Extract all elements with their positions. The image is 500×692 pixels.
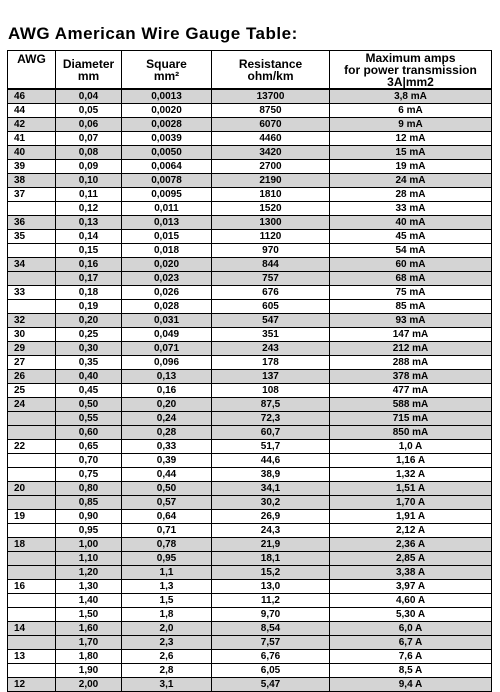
- cell-diameter: 0,55: [56, 412, 122, 426]
- cell-square: 0,16: [122, 384, 212, 398]
- cell-resistance: 38,9: [212, 468, 330, 482]
- cell-square: 0,011: [122, 202, 212, 216]
- cell-diameter: 0,75: [56, 468, 122, 482]
- cell-square: 0,28: [122, 426, 212, 440]
- table-row: [8, 384, 492, 398]
- cell-resistance: 51,7: [212, 440, 330, 454]
- cell-square: 2,3: [122, 636, 212, 650]
- cell-diameter: 1,50: [56, 608, 122, 622]
- cell-square: 0,049: [122, 328, 212, 342]
- header-square-unit: mm²: [153, 68, 180, 83]
- cell-diameter: 0,18: [56, 286, 122, 300]
- cell-amps: 54 mA: [330, 244, 492, 258]
- cell-awg: 32: [8, 314, 56, 328]
- cell-awg: [8, 664, 56, 678]
- cell-square: 1,1: [122, 566, 212, 580]
- cell-resistance: 87,5: [212, 398, 330, 412]
- cell-diameter: 0,30: [56, 342, 122, 356]
- cell-resistance: 4460: [212, 132, 330, 146]
- cell-square: 0,028: [122, 300, 212, 314]
- cell-resistance: 2700: [212, 160, 330, 174]
- cell-square: 3,1: [122, 678, 212, 692]
- cell-awg: [8, 566, 56, 580]
- cell-diameter: 0,25: [56, 328, 122, 342]
- cell-awg: 16: [8, 580, 56, 594]
- table-row: [8, 664, 492, 678]
- cell-diameter: 0,12: [56, 202, 122, 216]
- cell-amps: 288 mA: [330, 356, 492, 370]
- cell-square: 0,0078: [122, 174, 212, 188]
- header-awg-label: AWG: [17, 52, 46, 66]
- table-row: [8, 468, 492, 482]
- cell-square: 0,95: [122, 552, 212, 566]
- header-square: [122, 51, 212, 90]
- cell-amps: 1,70 A: [330, 496, 492, 510]
- cell-square: 0,13: [122, 370, 212, 384]
- cell-amps: 12 mA: [330, 132, 492, 146]
- cell-square: 0,57: [122, 496, 212, 510]
- table-row: [8, 258, 492, 272]
- cell-awg: 44: [8, 104, 56, 118]
- cell-diameter: 0,10: [56, 174, 122, 188]
- cell-square: 2,0: [122, 622, 212, 636]
- table-row: [8, 566, 492, 580]
- table-row: [8, 160, 492, 174]
- cell-square: 0,0095: [122, 188, 212, 202]
- header-awg: [8, 51, 56, 90]
- cell-awg: [8, 426, 56, 440]
- cell-awg: 27: [8, 356, 56, 370]
- cell-amps: 715 mA: [330, 412, 492, 426]
- cell-diameter: 0,85: [56, 496, 122, 510]
- cell-diameter: 0,40: [56, 370, 122, 384]
- cell-amps: 3,8 mA: [330, 89, 492, 104]
- cell-resistance: 15,2: [212, 566, 330, 580]
- header-diameter-label: Diameter: [62, 56, 115, 71]
- cell-diameter: 0,65: [56, 440, 122, 454]
- cell-awg: [8, 636, 56, 650]
- table-header: [8, 51, 492, 90]
- cell-square: 0,44: [122, 468, 212, 482]
- cell-diameter: 0,90: [56, 510, 122, 524]
- header-max-amps: [330, 51, 492, 90]
- cell-awg: [8, 524, 56, 538]
- cell-awg: 12: [8, 678, 56, 692]
- cell-diameter: 1,90: [56, 664, 122, 678]
- cell-awg: 24: [8, 398, 56, 412]
- cell-awg: [8, 454, 56, 468]
- cell-resistance: 676: [212, 286, 330, 300]
- cell-square: 0,0020: [122, 104, 212, 118]
- header-max-amps-line2: for power transmission: [344, 62, 477, 77]
- cell-diameter: 1,70: [56, 636, 122, 650]
- cell-resistance: 243: [212, 342, 330, 356]
- cell-amps: 850 mA: [330, 426, 492, 440]
- cell-awg: 37: [8, 188, 56, 202]
- cell-square: 0,023: [122, 272, 212, 286]
- cell-resistance: 3420: [212, 146, 330, 160]
- cell-awg: [8, 552, 56, 566]
- cell-resistance: 1810: [212, 188, 330, 202]
- cell-amps: 2,36 A: [330, 538, 492, 552]
- cell-diameter: 2,00: [56, 678, 122, 692]
- cell-resistance: 970: [212, 244, 330, 258]
- cell-amps: 147 mA: [330, 328, 492, 342]
- cell-awg: [8, 608, 56, 622]
- cell-diameter: 0,13: [56, 216, 122, 230]
- table-row: [8, 636, 492, 650]
- cell-awg: 46: [8, 89, 56, 104]
- cell-square: 0,018: [122, 244, 212, 258]
- cell-diameter: 0,16: [56, 258, 122, 272]
- table-row: [8, 356, 492, 370]
- cell-diameter: 0,05: [56, 104, 122, 118]
- cell-resistance: 8,54: [212, 622, 330, 636]
- cell-amps: 60 mA: [330, 258, 492, 272]
- cell-resistance: 11,2: [212, 594, 330, 608]
- cell-square: 0,33: [122, 440, 212, 454]
- cell-diameter: 1,30: [56, 580, 122, 594]
- cell-diameter: 1,40: [56, 594, 122, 608]
- cell-awg: 25: [8, 384, 56, 398]
- cell-diameter: 0,35: [56, 356, 122, 370]
- cell-amps: 2,12 A: [330, 524, 492, 538]
- cell-amps: 85 mA: [330, 300, 492, 314]
- table-row: [8, 426, 492, 440]
- cell-resistance: 6,05: [212, 664, 330, 678]
- table-row: [8, 328, 492, 342]
- cell-resistance: 5,47: [212, 678, 330, 692]
- table-row: [8, 594, 492, 608]
- cell-diameter: 0,45: [56, 384, 122, 398]
- cell-resistance: 72,3: [212, 412, 330, 426]
- cell-amps: 3,97 A: [330, 580, 492, 594]
- cell-amps: 477 mA: [330, 384, 492, 398]
- cell-diameter: 1,10: [56, 552, 122, 566]
- cell-diameter: 0,08: [56, 146, 122, 160]
- header-max-amps-line3: 3A|mm2: [387, 74, 434, 89]
- table-row: [8, 230, 492, 244]
- cell-resistance: 60,7: [212, 426, 330, 440]
- cell-awg: 29: [8, 342, 56, 356]
- cell-awg: 35: [8, 230, 56, 244]
- cell-diameter: 0,06: [56, 118, 122, 132]
- cell-resistance: 26,9: [212, 510, 330, 524]
- table-row: [8, 650, 492, 664]
- header-row: [8, 51, 492, 90]
- cell-amps: 1,16 A: [330, 454, 492, 468]
- cell-square: 0,39: [122, 454, 212, 468]
- cell-amps: 4,60 A: [330, 594, 492, 608]
- cell-resistance: 8750: [212, 104, 330, 118]
- cell-amps: 3,38 A: [330, 566, 492, 580]
- cell-amps: 1,91 A: [330, 510, 492, 524]
- cell-resistance: 178: [212, 356, 330, 370]
- awg-table: [7, 50, 492, 692]
- cell-awg: 39: [8, 160, 56, 174]
- cell-awg: [8, 244, 56, 258]
- cell-square: 1,5: [122, 594, 212, 608]
- cell-resistance: 137: [212, 370, 330, 384]
- table-row: [8, 496, 492, 510]
- cell-awg: [8, 202, 56, 216]
- table-row: [8, 286, 492, 300]
- table-row: [8, 622, 492, 636]
- cell-amps: 15 mA: [330, 146, 492, 160]
- cell-awg: [8, 468, 56, 482]
- cell-diameter: 1,00: [56, 538, 122, 552]
- header-diameter: [56, 51, 122, 90]
- cell-resistance: 6070: [212, 118, 330, 132]
- cell-amps: 75 mA: [330, 286, 492, 300]
- cell-square: 0,015: [122, 230, 212, 244]
- cell-amps: 6 mA: [330, 104, 492, 118]
- cell-amps: 1,51 A: [330, 482, 492, 496]
- table-row: [8, 510, 492, 524]
- cell-square: 0,50: [122, 482, 212, 496]
- cell-amps: 24 mA: [330, 174, 492, 188]
- cell-diameter: 0,17: [56, 272, 122, 286]
- cell-diameter: 0,70: [56, 454, 122, 468]
- cell-resistance: 30,2: [212, 496, 330, 510]
- cell-resistance: 1300: [212, 216, 330, 230]
- cell-amps: 45 mA: [330, 230, 492, 244]
- cell-resistance: 9,70: [212, 608, 330, 622]
- cell-amps: 2,85 A: [330, 552, 492, 566]
- cell-square: 0,64: [122, 510, 212, 524]
- cell-amps: 28 mA: [330, 188, 492, 202]
- cell-resistance: 108: [212, 384, 330, 398]
- cell-awg: [8, 412, 56, 426]
- table-row: [8, 524, 492, 538]
- cell-awg: 36: [8, 216, 56, 230]
- cell-amps: 212 mA: [330, 342, 492, 356]
- cell-resistance: 44,6: [212, 454, 330, 468]
- cell-amps: 7,6 A: [330, 650, 492, 664]
- cell-awg: 34: [8, 258, 56, 272]
- table-row: [8, 454, 492, 468]
- cell-awg: 20: [8, 482, 56, 496]
- cell-resistance: 34,1: [212, 482, 330, 496]
- header-max-amps-line1: Maximum amps: [365, 50, 456, 65]
- table-row: [8, 398, 492, 412]
- cell-square: 1,8: [122, 608, 212, 622]
- table-row: [8, 552, 492, 566]
- table-row: [8, 608, 492, 622]
- cell-square: 0,026: [122, 286, 212, 300]
- cell-resistance: 2190: [212, 174, 330, 188]
- cell-diameter: 1,80: [56, 650, 122, 664]
- cell-resistance: 13700: [212, 89, 330, 104]
- cell-amps: 9,4 A: [330, 678, 492, 692]
- cell-resistance: 547: [212, 314, 330, 328]
- cell-resistance: 18,1: [212, 552, 330, 566]
- cell-diameter: 0,95: [56, 524, 122, 538]
- table-row: [8, 118, 492, 132]
- cell-resistance: 7,57: [212, 636, 330, 650]
- table-row: [8, 188, 492, 202]
- cell-diameter: 0,07: [56, 132, 122, 146]
- table-row: [8, 104, 492, 118]
- cell-amps: 588 mA: [330, 398, 492, 412]
- cell-square: 0,031: [122, 314, 212, 328]
- cell-square: 0,013: [122, 216, 212, 230]
- cell-amps: 6,0 A: [330, 622, 492, 636]
- cell-square: 0,0064: [122, 160, 212, 174]
- cell-amps: 1,32 A: [330, 468, 492, 482]
- cell-square: 0,24: [122, 412, 212, 426]
- cell-awg: 19: [8, 510, 56, 524]
- cell-square: 0,020: [122, 258, 212, 272]
- cell-square: 0,0050: [122, 146, 212, 160]
- cell-square: 2,6: [122, 650, 212, 664]
- table-row: [8, 440, 492, 454]
- table-row: [8, 89, 492, 104]
- cell-diameter: 0,04: [56, 89, 122, 104]
- cell-diameter: 0,50: [56, 398, 122, 412]
- cell-awg: [8, 594, 56, 608]
- cell-square: 0,0039: [122, 132, 212, 146]
- cell-awg: 38: [8, 174, 56, 188]
- cell-amps: 8,5 A: [330, 664, 492, 678]
- cell-diameter: 0,60: [56, 426, 122, 440]
- cell-awg: 26: [8, 370, 56, 384]
- cell-resistance: 757: [212, 272, 330, 286]
- cell-amps: 33 mA: [330, 202, 492, 216]
- cell-awg: [8, 300, 56, 314]
- cell-amps: 93 mA: [330, 314, 492, 328]
- cell-diameter: 0,20: [56, 314, 122, 328]
- cell-resistance: 351: [212, 328, 330, 342]
- cell-diameter: 0,19: [56, 300, 122, 314]
- cell-diameter: 1,60: [56, 622, 122, 636]
- table-row: [8, 174, 492, 188]
- table-row: [8, 580, 492, 594]
- cell-amps: 6,7 A: [330, 636, 492, 650]
- cell-diameter: 0,80: [56, 482, 122, 496]
- cell-diameter: 1,20: [56, 566, 122, 580]
- cell-square: 0,0028: [122, 118, 212, 132]
- cell-awg: 42: [8, 118, 56, 132]
- cell-awg: 33: [8, 286, 56, 300]
- cell-amps: 1,0 A: [330, 440, 492, 454]
- cell-awg: [8, 272, 56, 286]
- header-resistance-unit: ohm/km: [247, 68, 294, 83]
- table-row: [8, 314, 492, 328]
- table-row: [8, 342, 492, 356]
- cell-awg: 14: [8, 622, 56, 636]
- cell-resistance: 21,9: [212, 538, 330, 552]
- cell-awg: 40: [8, 146, 56, 160]
- header-diameter-unit: mm: [77, 68, 100, 83]
- table-body: [8, 89, 492, 692]
- cell-awg: 30: [8, 328, 56, 342]
- cell-resistance: 1120: [212, 230, 330, 244]
- cell-amps: 378 mA: [330, 370, 492, 384]
- cell-resistance: 24,3: [212, 524, 330, 538]
- table-row: [8, 146, 492, 160]
- table-row: [8, 202, 492, 216]
- cell-diameter: 0,15: [56, 244, 122, 258]
- cell-resistance: 605: [212, 300, 330, 314]
- cell-square: 0,71: [122, 524, 212, 538]
- cell-awg: 13: [8, 650, 56, 664]
- cell-amps: 5,30 A: [330, 608, 492, 622]
- table-row: [8, 482, 492, 496]
- table-row: [8, 132, 492, 146]
- table-row: [8, 370, 492, 384]
- table-row: [8, 272, 492, 286]
- cell-amps: 9 mA: [330, 118, 492, 132]
- cell-resistance: 1520: [212, 202, 330, 216]
- cell-amps: 19 mA: [330, 160, 492, 174]
- cell-resistance: 844: [212, 258, 330, 272]
- table-row: [8, 300, 492, 314]
- cell-diameter: 0,11: [56, 188, 122, 202]
- table-row: [8, 216, 492, 230]
- cell-resistance: 6,76: [212, 650, 330, 664]
- table-row: [8, 244, 492, 258]
- cell-square: 0,0013: [122, 89, 212, 104]
- cell-square: 2,8: [122, 664, 212, 678]
- cell-resistance: 13,0: [212, 580, 330, 594]
- cell-square: 0,20: [122, 398, 212, 412]
- cell-square: 0,071: [122, 342, 212, 356]
- header-resistance-label: Resistance: [238, 56, 303, 71]
- cell-square: 0,78: [122, 538, 212, 552]
- table-row: [8, 678, 492, 692]
- header-square-label: Square: [146, 56, 187, 71]
- cell-amps: 68 mA: [330, 272, 492, 286]
- cell-awg: 41: [8, 132, 56, 146]
- cell-square: 0,096: [122, 356, 212, 370]
- cell-amps: 40 mA: [330, 216, 492, 230]
- cell-square: 1,3: [122, 580, 212, 594]
- page-title: AWG American Wire Gauge Table:: [8, 24, 298, 43]
- table-row: [8, 538, 492, 552]
- table-row: [8, 412, 492, 426]
- cell-awg: 18: [8, 538, 56, 552]
- cell-diameter: 0,14: [56, 230, 122, 244]
- cell-diameter: 0,09: [56, 160, 122, 174]
- cell-awg: [8, 496, 56, 510]
- cell-awg: 22: [8, 440, 56, 454]
- header-resistance: [212, 51, 330, 90]
